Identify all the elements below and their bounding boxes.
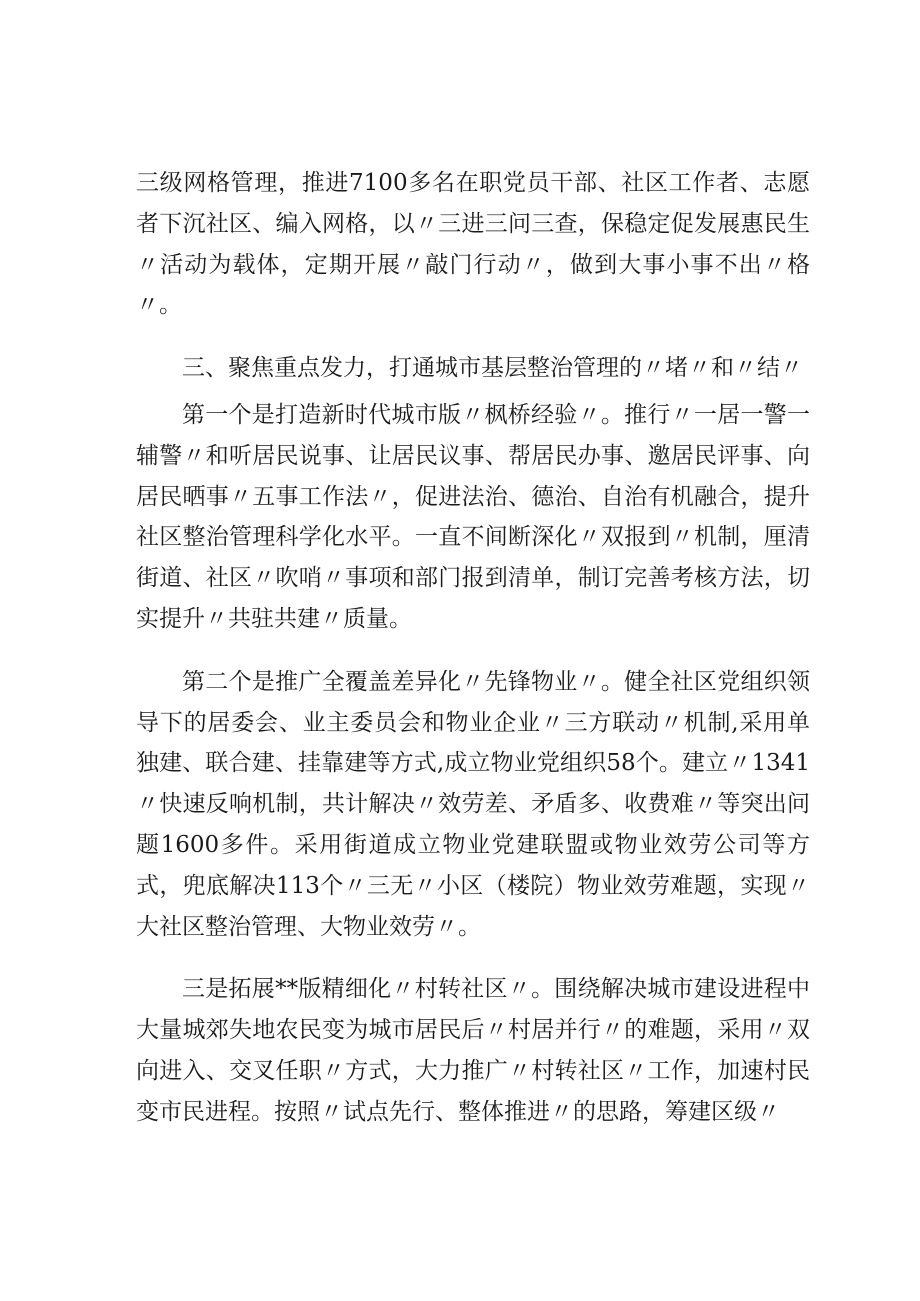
paragraph-property: 第二个是推广全覆盖差异化〃先锋物业〃。健全社区党组织领导下的居委会、业主委员会和物业企业〃三方联动〃机制,采用单独建、联合建、挂靠建等方式,成立物业党组织58个。建立〃1341〃快速反响机制，共计解决〃效劳差、矛盾多、收费难〃等突出问题1600多件。采用街道成立物业党建联盟或物业效劳公司等方式，兜底解决113个〃三无〃小区（楼院）物业效劳难题，实现〃大社区整治管理、大物业效劳〃。: [136, 668, 810, 940]
paragraph-continuation: 三级网格管理，推进7100多名在职党员干部、社区工作者、志愿者下沉社区、编入网格，以〃三进三问三查，保稳定促发展惠民生〃活动为载体，定期开展〃敲门行动〃，做到大事小事不出〃格〃。: [136, 170, 810, 319]
paragraph-fengqiao: 第一个是打造新时代城市版〃枫桥经验〃。推行〃一居一警一辅警〃和听居民说事、让居民议事、帮居民办事、邀居民评事、向居民晒事〃五事工作法〃，促进法治、德治、自治有机融合，提升社区整治管理科学化水平。一直不间断深化〃双报到〃机制，厘清街道、社区〃吹哨〃事项和部门报到清单，制订完善考核方法，切实提升〃共驻共建〃质量。: [136, 401, 810, 632]
section-heading: 三、聚焦重点发力，打通城市基层整治管理的〃堵〃和〃结〃: [182, 355, 803, 382]
paragraph-village-to-community: 三是拓展**版精细化〃村转社区〃。围绕解决城市建设进程中大量城郊失地农民变为城市居民后〃村居并行〃的难题，采用〃双向进入、交叉任职〃方式，大力推广〃村转社区〃工作，加速村民变市民进程。按照〃试点先行、整体推进〃的思路，筹建区级〃: [136, 976, 810, 1125]
document-body: [136, 163, 810, 1155]
